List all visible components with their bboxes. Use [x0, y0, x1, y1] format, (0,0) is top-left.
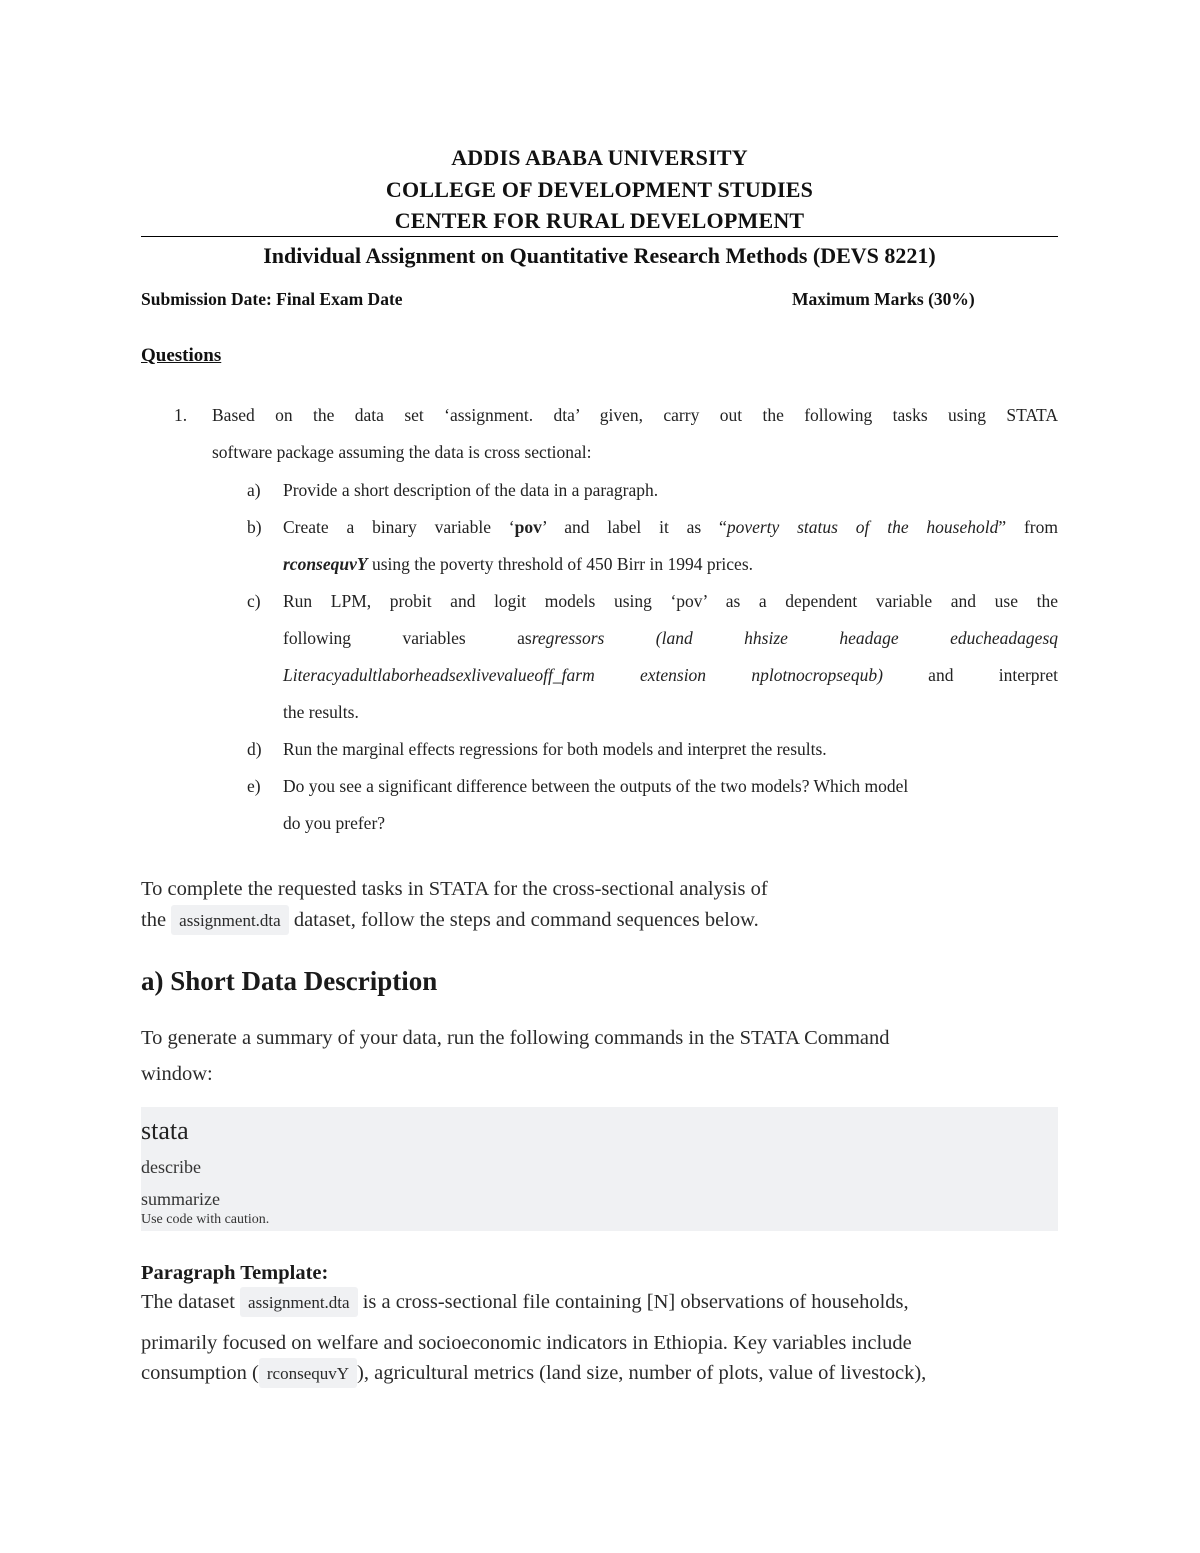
item-b-text: Create a binary variable ‘	[283, 517, 515, 537]
college-name: COLLEGE OF DEVELOPMENT STUDIES	[385, 177, 814, 202]
item-a-text: Provide a short description of the data in a paragraph.	[283, 480, 659, 500]
max-marks: Maximum Marks (30%)	[792, 289, 975, 309]
item-d-marker: d)	[247, 739, 262, 759]
code-block	[141, 1107, 1058, 1231]
item-c-text: following variables as	[283, 628, 532, 648]
item-d-text: Run the marginal effects regressions for both models and interpret the results.	[283, 739, 827, 759]
item-b-line-2	[283, 554, 753, 575]
template-text: The dataset	[141, 1291, 241, 1313]
section-a-line-2: window:	[141, 1063, 213, 1085]
intro-line-1: To complete the requested tasks in STATA for the cross-sectional analysis of	[141, 878, 768, 900]
header-divider	[141, 236, 1058, 237]
questions-heading: Questions	[141, 345, 222, 366]
code-language-label: stata	[141, 1116, 189, 1145]
item-b-text: ” from	[998, 517, 1058, 537]
code-caution-note: Use code with caution.	[141, 1212, 270, 1227]
code-line-describe: describe	[141, 1157, 201, 1177]
paragraph-template-heading: Paragraph Template:	[141, 1262, 329, 1284]
item-c-line-1: Run LPM, probit and logit models using ‘pov’ as a dependent variable and use the	[283, 591, 1058, 611]
item-b-text: using the poverty threshold of 450 Birr in 1994 prices.	[367, 554, 754, 574]
intro-text: dataset, follow the steps and command sequences below.	[288, 909, 759, 931]
template-line-1	[141, 1291, 909, 1314]
item-b-marker: b)	[247, 517, 262, 537]
section-a-line-1: To generate a summary of your data, run the following commands in the STATA Command	[141, 1027, 890, 1049]
inline-code-filename: assignment.dta	[171, 905, 289, 935]
intro-line-2	[141, 909, 759, 932]
item-c-regressors: regressors (land hhsize headage educheadagesq	[531, 628, 1059, 648]
item-c-regressors: Literacyadultlaborheadsexlivevalueoff_farm extension nplotnocropsequb)	[283, 665, 883, 685]
assignment-title: Individual Assignment on Quantitative Research Methods (DEVS 8221)	[263, 243, 936, 268]
template-line-3	[141, 1362, 926, 1385]
section-a-heading: a) Short Data Description	[141, 966, 438, 996]
item-c-marker: c)	[247, 591, 261, 611]
item-e-line-2: do you prefer?	[283, 813, 386, 833]
item-b-var-pov: pov	[514, 517, 542, 537]
item-b-text: ’ and label it as “	[541, 517, 727, 537]
item-b-line-1	[283, 517, 1058, 538]
item-e-marker: e)	[247, 776, 261, 796]
item-c-line-2	[283, 628, 1058, 649]
question-1-line-2: software package assuming the data is cross sectional:	[212, 442, 592, 462]
item-c-line-4: the results.	[283, 702, 359, 722]
template-line-2: primarily focused on welfare and socioeconomic indicators in Ethiopia. Key variables include	[141, 1332, 912, 1354]
item-e-line-1: Do you see a significant difference between the outputs of the two models? Which model	[283, 776, 909, 796]
inline-code-filename: assignment.dta	[240, 1287, 358, 1317]
inline-code-variable: rconsequvY	[259, 1358, 357, 1388]
question-number: 1.	[174, 405, 188, 425]
intro-text: the	[141, 909, 172, 931]
submission-date: Submission Date: Final Exam Date	[141, 289, 403, 309]
university-name: ADDIS ABABA UNIVERSITY	[451, 145, 748, 170]
center-name: CENTER FOR RURAL DEVELOPMENT	[394, 208, 805, 233]
code-line-summarize: summarize	[141, 1189, 220, 1209]
template-text: is a cross-sectional file containing [N] observations of households,	[357, 1291, 909, 1313]
template-text: consumption (	[141, 1362, 259, 1384]
item-b-var-rconsequvy: rconsequvY	[283, 554, 368, 574]
item-b-label: poverty status of the household	[726, 517, 999, 537]
item-c-text: and interpret	[882, 665, 1058, 685]
question-1-line-1: Based on the data set ‘assignment. dta’ given, carry out the following tasks using STATA	[212, 405, 1058, 425]
item-a-marker: a)	[247, 480, 261, 500]
template-text: ), agricultural metrics (land size, number of plots, value of livestock),	[357, 1362, 927, 1384]
item-c-line-3	[283, 665, 1058, 686]
